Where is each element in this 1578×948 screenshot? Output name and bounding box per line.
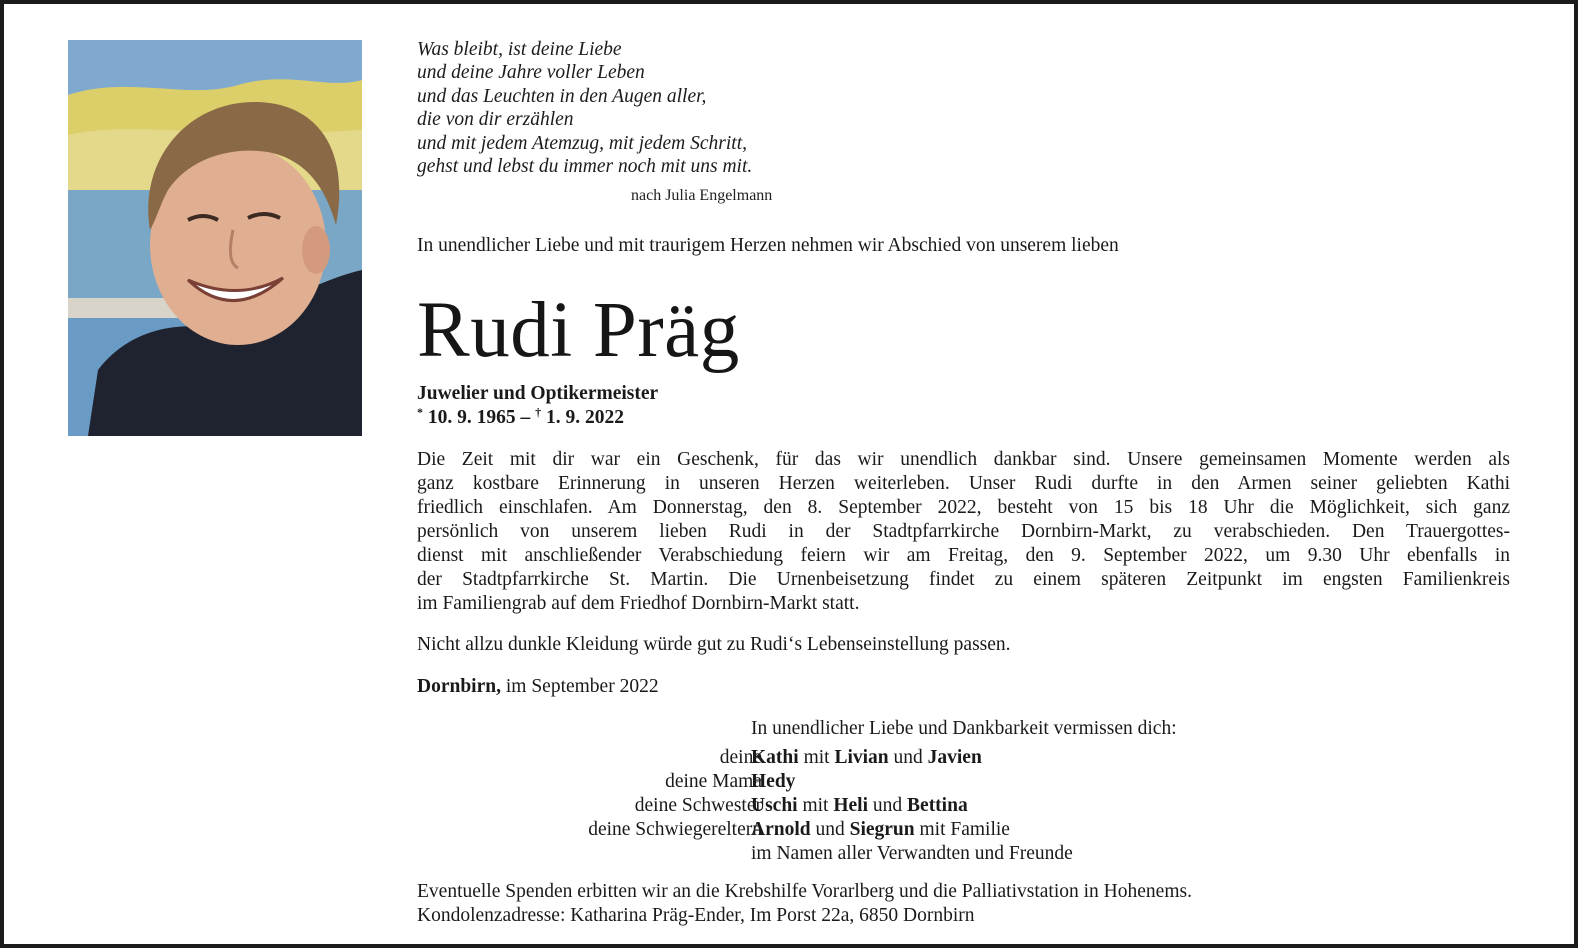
mourner-row <box>417 794 1417 818</box>
mourner-name: Siegrun <box>849 819 915 840</box>
place-city: Dornbirn, <box>417 676 501 697</box>
poem-line: gehst und lebst du immer noch mit uns mit. <box>417 156 753 178</box>
footer <box>417 880 1192 928</box>
mourner-relation: deine Schwester <box>634 795 762 816</box>
mourner-name: Heli <box>833 795 869 816</box>
poem-line: Was bleibt, ist deine Liebe <box>417 39 622 60</box>
body-line: Die Zeit mit dir war ein Geschenk, für das wir unendlich dankbar sind. Unsere gemeinsamen Momente werden als <box>417 449 1510 470</box>
mourner-row <box>417 842 1417 866</box>
donation-note: Eventuelle Spenden erbitten wir an die Krebshilfe Vorarlberg und die Palliativstation in Hohenems. <box>417 881 1192 902</box>
place-date-text: im September 2022 <box>500 676 659 697</box>
memorial-poem <box>417 38 837 178</box>
mourner-name: Livian <box>834 747 889 768</box>
mourner-names <box>751 746 982 770</box>
body-line: persönlich von unserem lieben Rudi in der Stadtpfarrkirche Dornbirn-Markt, zu verabschieden. Den Trauergottes- <box>417 521 1510 542</box>
mourner-name: Javien <box>927 747 982 768</box>
mourner-connector: und <box>810 819 850 840</box>
mourner-name: Kathi <box>751 747 799 768</box>
date-separator: – <box>520 407 531 428</box>
deceased-name: Rudi Präg <box>417 287 740 374</box>
body-line: im Familiengrab auf dem Friedhof Dornbirn-Markt statt. <box>417 593 860 614</box>
birth-symbol: * <box>417 405 423 419</box>
intro-text: In unendlicher Liebe und mit traurigem Herzen nehmen wir Abschied von unserem lieben <box>417 235 1119 256</box>
mourner-relation: deine <box>719 747 762 768</box>
death-symbol: † <box>535 405 542 419</box>
mourner-name: Hedy <box>751 771 796 792</box>
poem-line: und das Leuchten in den Augen aller, <box>417 85 707 107</box>
mourner-name: Uschi <box>751 795 798 816</box>
poem-author: nach Julia Engelmann <box>631 187 773 204</box>
mourner-relation: deine Schwiegereltern <box>588 819 762 840</box>
portrait-photo <box>68 40 362 436</box>
mourner-connector: mit <box>797 795 834 816</box>
mourners-intro: In unendlicher Liebe und Dankbarkeit vermissen dich: <box>751 718 1177 739</box>
portrait-illustration <box>68 40 362 436</box>
poem-line: die von dir erzählen <box>417 109 574 131</box>
dress-note: Nicht allzu dunkle Kleidung würde gut zu Rudi‘s Lebenseinstellung passen. <box>417 634 1011 655</box>
body-line: der Stadtpfarrkirche St. Martin. Die Urnenbeisetzung findet zu einem späteren Zeitpunkt im engsten Familienkreis <box>417 569 1510 590</box>
mourner-names <box>751 818 1010 842</box>
condolence-address: Kondolenzadresse: Katharina Präg-Ender, Im Porst 22a, 6850 Dornbirn <box>417 905 975 926</box>
birth-date: 10. 9. 1965 <box>427 407 516 428</box>
deceased-profession: Juwelier und Optikermeister <box>417 383 659 404</box>
mourner-connector: mit <box>798 747 835 768</box>
mourner-row <box>417 818 1417 842</box>
life-dates <box>417 407 624 429</box>
mourner-name: Bettina <box>907 795 968 816</box>
mourner-row <box>417 746 1417 770</box>
mourner-names <box>751 770 795 794</box>
poem-line: und mit jedem Atemzug, mit jedem Schritt, <box>417 132 748 154</box>
body-line: ganz kostbare Erinnerung in unseren Herzen weiterleben. Unser Rudi durfte in den Armen seiner geliebten Kathi <box>417 473 1510 494</box>
mourner-row <box>417 770 1417 794</box>
place-date <box>417 676 659 698</box>
mourner-connector: und <box>888 747 928 768</box>
body-line: friedlich einschlafen. Am Donnerstag, den 8. September 2022, besteht von 15 bis 18 Uhr die Möglichkeit, sich ganz <box>417 497 1510 518</box>
mourner-connector: und <box>868 795 908 816</box>
obituary-body <box>417 448 1510 616</box>
mourners-list <box>417 746 1417 866</box>
mourner-connector: im Namen aller Verwandten und Freunde <box>751 843 1073 864</box>
mourner-names <box>751 794 968 818</box>
poem-line: und deine Jahre voller Leben <box>417 62 645 84</box>
mourner-relation: deine Mama <box>665 771 762 792</box>
mourner-names <box>751 842 1073 866</box>
death-date: 1. 9. 2022 <box>546 407 624 428</box>
mourner-connector: mit Familie <box>914 819 1010 840</box>
mourner-name: Arnold <box>751 819 811 840</box>
body-line: dienst mit anschließender Verabschiedung feiern wir am Freitag, den 9. September 2022, um 9.30 Uhr ebenfalls in <box>417 545 1510 566</box>
